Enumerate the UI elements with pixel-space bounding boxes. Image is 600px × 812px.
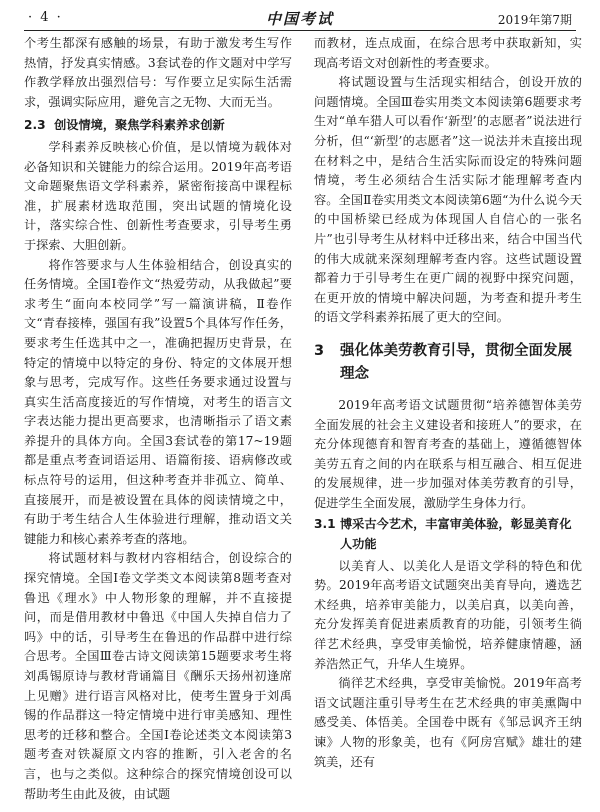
section-number: 3.1 (314, 517, 336, 532)
paragraph: 徜徉艺术经典，享受审美愉悦。2019年高考语文试题注重引导考生在艺术经典的审美熏陶中感受美、体悟美。全国卷中既有《邹忌讽齐王纳谏》人物的形象美，也有《阿房宫赋》雄壮的建筑美，还有 (314, 676, 582, 769)
section-title: 博采古今艺术，丰富审美体验，彰显美育化人功能 (340, 517, 572, 552)
section-number: 2.3 (24, 118, 46, 133)
paragraph: 个考生都深有感触的场景，有助于激发考生写作热情，抒发真实情感。3套试卷的作文题对中学写作教学释放出强烈信号：写作要立足实际生活需求，强调实际应用，避免言之无物、大而无当。 (24, 36, 292, 109)
issue-label: 2019年第7期 (497, 13, 572, 27)
paragraph: 将作答要求与人生体验相结合，创设真实的任务情境。全国Ⅰ卷作文“热爱劳动，从我做起”要求考生“面向本校同学”写一篇演讲稿，Ⅱ卷作文“青春接棒，强国有我”设置5个具体写作任务，要求考生任选其中之一，准确把握历史背景，在特定的情境中以特定的身份、特定的文体展开想象与思考，完成写作。这些任务要求通过设置与真实生活高度接近的写作情境，对考生的语言文字表达能力提出更高要求，也清晰指示了语文素养提升的具体方向。全国3套试卷的第17~19题都是重点考查词语运用、语篇衔接、语病修改或标点符号的运用，但这种考查并非孤立、简单、直接展开，而是被设置在具体的阅读情境之中，有助于考生结合人生体验进行理解，推动语文关键能力和核心素养考查的落地。 (24, 257, 292, 546)
journal-title: 中国考试 (265, 10, 334, 28)
paragraph: 将试题设置与生活现实相结合，创设开放的问题情境。全国Ⅲ卷实用类文本阅读第6题要求考生对“单车猎人可以看作‘新型’的志愿者”说法进行分析，但“‘新型’的志愿者”这一说法并未直接出现在材料之中，是结合生活实际而设定的特殊问题情境，考生必须结合生活实际才能理解考查内容。全国Ⅱ卷实用类文本阅读第6题“为什么说今天的中国桥梁已经成为体现国人自信心的一张名片”也引导考生从材料中迁移出来，结合中国当代的伟大成就来深刻理解考查内容。这些试题设置都着力于引导考生在更广阔的视野中探究问题，在更开放的情境中解决问题，为考查和提升考生的语文学科素养拓展了更大的空间。 (314, 75, 582, 325)
paragraph: 以美育人、以美化人是语文学科的特色和优势。2019年高考语文试题突出美育导向，遴选艺术经典，培养审美能力，以美启真，以美向善，充分发挥美育促进素质教育的功能，引领考生徜徉艺术经典，享受审美愉悦，培养健康情趣，涵养浩然正气，升华人生境界。 (314, 558, 582, 671)
section-title: 强化体美劳教育引导，贯彻全面发展理念 (340, 342, 572, 382)
section-heading-3 (314, 340, 582, 386)
paragraph: 而教材，连点成面，在综合思考中获取新知，实现高考语文对创新性的考查要求。 (314, 36, 582, 70)
paragraph: 将试题材料与教材内容相结合，创设综合的探究情境。全国Ⅰ卷文学类文本阅读第8题考查对鲁迅《理水》中人物形象的理解，并不直接提问，而是借用教材中鲁迅《中国人失掉自信力了吗》中的话，引导考生在鲁迅的作品群中进行综合思考。全国Ⅲ卷古诗文阅读第15题要求考生将刘禹锡原诗与教材背诵篇目《酬乐天扬州初逢席上见赠》进行语言风格对比，使考生置身于刘禹锡的作品群这一特定情境中进行审美感知、理性思考的迁移和整合。全国Ⅰ卷论述类文本阅读第3题考查对铁凝原文内容的推断，引入老舍的名言，也与之类似。这种综合的探究情境创设可以帮助考生由此及彼，由试题 (24, 551, 292, 801)
page-header (24, 8, 576, 31)
section-number: 3 (314, 342, 325, 359)
section-heading-3-1 (314, 515, 582, 554)
paragraph: 2019年高考语文试题贯彻“培养德智体美劳全面发展的社会主义建设者和接班人”的要求，在充分体现德育和智育考查的基础上，遵循德智体美劳五育之间的内在联系与相互融合、相互促进的发展规律，进一步加强对体美劳教育的引导，促进学生全面发展，激励学生身体力行。 (314, 397, 582, 510)
right-column (314, 34, 582, 772)
left-column (24, 34, 292, 804)
section-heading-2-3 (24, 116, 292, 136)
section-title: 创设情境，聚焦学科素养求创新 (54, 118, 225, 133)
paragraph: 学科素养反映核心价值，是以情境为载体对必备知识和关键能力的综合运用。2019年高考语文命题聚焦语文学科素养，紧密衔接高中课程标准，扩展素材选取范围，突出试题的情境化设计，落实综合性、创新性考查要求，引导考生勇于探索、大胆创新。 (24, 139, 292, 252)
page-number: · 4 · (28, 10, 63, 25)
